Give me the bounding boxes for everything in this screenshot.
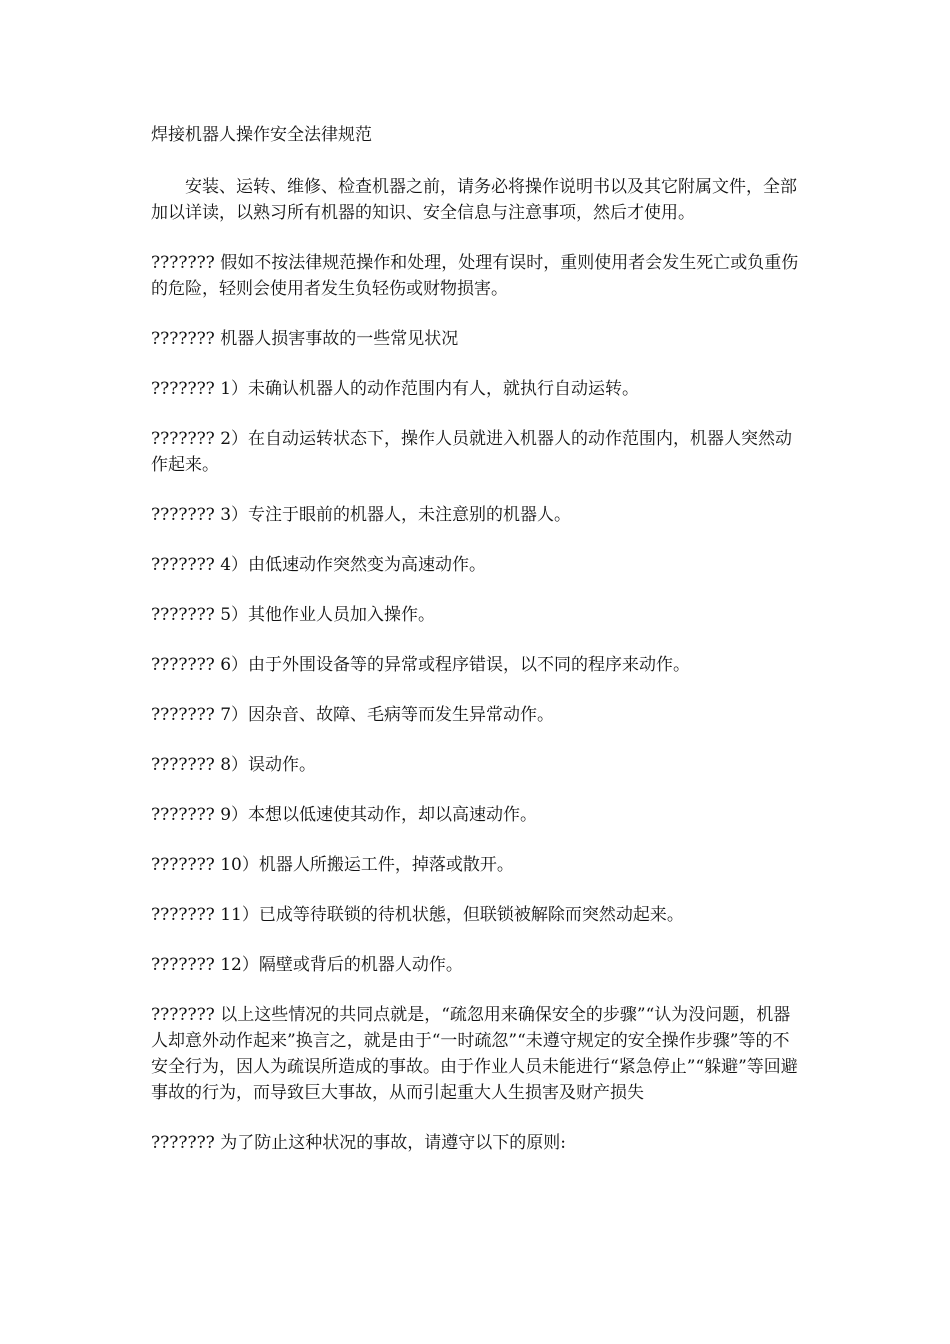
- list-item-8: ??????? 8）误动作。: [151, 755, 317, 775]
- paragraph-principles: ??????? 为了防止这种状况的事故，请遵守以下的原则:: [151, 1133, 566, 1153]
- paragraph-summary: ??????? 以上这些情况的共同点就是，“疏忽用来确保安全的步骤”“认为没问题，机器人却意外动作起来”换言之，就是由于“一时疏忽”“未遵守规定的安全操作步骤”等的不安全行为，因人为疏误所造成的事故。由于作业人员未能进行“紧急停止”“躲避”等回避事故的行为，而导致巨大事故，从而引起重大人生损害及财产损失: [151, 1005, 798, 1103]
- list-item-4: ??????? 4）由低速动作突然变为高速动作。: [151, 555, 487, 575]
- list-item-6: ??????? 6）由于外围设备等的异常或程序错误，以不同的程序来动作。: [151, 655, 691, 675]
- list-item-9: ??????? 9）本想以低速使其动作，却以高速动作。: [151, 805, 538, 825]
- list-item-2: ??????? 2）在自动运转状态下，操作人员就进入机器人的动作范围内，机器人突然动作起来。: [151, 429, 793, 475]
- list-item-10: ??????? 10）机器人所搬运工件，掉落或散开。: [151, 855, 514, 875]
- list-item-11: ??????? 11）已成等待联锁的待机状態，但联锁被解除而突然动起来。: [151, 905, 684, 925]
- list-item-5: ??????? 5）其他作业人员加入操作。: [151, 605, 436, 625]
- list-item-7: ??????? 7）因杂音、故障、毛病等而发生异常动作。: [151, 705, 555, 725]
- paragraph-warning: ??????? 假如不按法律规范操作和处理，处理有误时，重则使用者会发生死亡或负重伤的危险，轻则会使用者发生负轻伤或财物损害。: [151, 253, 799, 299]
- list-item-12: ??????? 12）隔壁或背后的机器人动作。: [151, 955, 463, 975]
- paragraph-accident-heading: ??????? 机器人损害事故的一些常见状况: [151, 329, 459, 349]
- document-body: [151, 122, 805, 1180]
- document-title: 焊接机器人操作安全法律规范: [151, 125, 372, 145]
- list-item-3: ??????? 3）专注于眼前的机器人，未注意别的机器人。: [151, 505, 572, 525]
- list-item-1: ??????? 1）未确认机器人的动作范围内有人，就执行自动运转。: [151, 379, 640, 399]
- paragraph-intro: 安装、运转、维修、检查机器之前，请务必将操作说明书以及其它附属文件，全部加以详读，以熟习所有机器的知识、安全信息与注意事项，然后才使用。: [151, 177, 797, 223]
